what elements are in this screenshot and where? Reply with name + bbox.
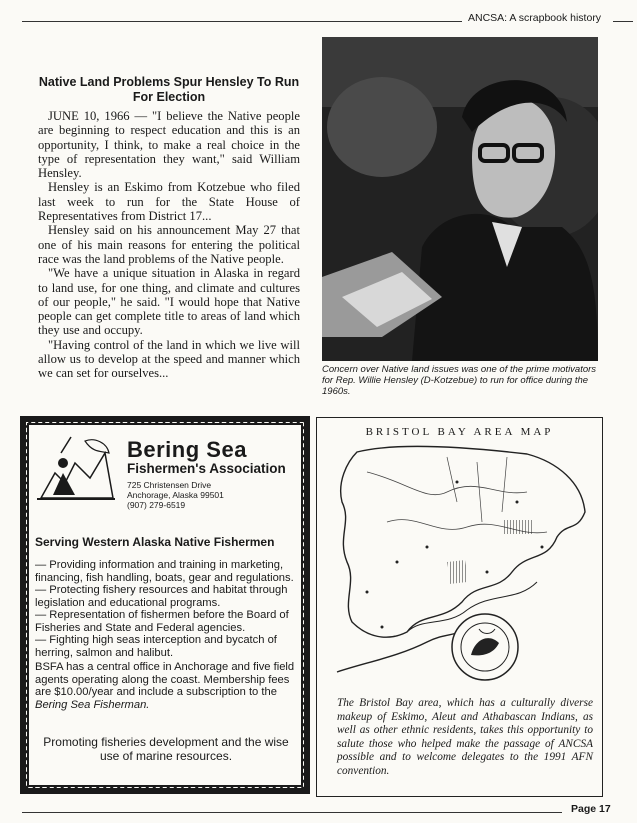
article-paragraph: "Having control of the land in which we live will allow us to develop at the speed and manner which we can set for ourselves... bbox=[38, 337, 300, 381]
hensley-photo bbox=[322, 37, 598, 361]
bristol-bay-map-illustration bbox=[327, 442, 592, 692]
footer-rule bbox=[22, 812, 562, 813]
ad-office-text: BSFA has a central office in Anchorage and five field agents operating along the coast. Membership fees are $10.00/year and include a subscription to the bbox=[35, 661, 295, 698]
map-title: BRISTOL BAY AREA MAP bbox=[365, 426, 554, 438]
article-paragraph: Hensley is an Eskimo from Kotzebue who filed last week to run for the State House of Representatives from District 17... bbox=[38, 180, 300, 224]
running-header: ANCSA: A scrapbook history bbox=[468, 12, 602, 24]
bristol-bay-map-box bbox=[316, 417, 603, 797]
ad-content bbox=[29, 425, 301, 785]
ad-address-line: 725 Christensen Drive bbox=[127, 480, 212, 490]
ad-address-line: Anchorage, Alaska 99501 bbox=[127, 490, 224, 500]
header-rule-right bbox=[613, 21, 633, 22]
article-paragraph: "We have a unique situation in Alaska in regard to land use, for one thing, and climate and cultures of our people," he said. "I would hope that Native people can get complete title to areas of land which they use and occupy. bbox=[38, 266, 300, 338]
ad-bullet: — Protecting fishery resources and habitat through legislation and educational programs. bbox=[35, 584, 288, 609]
article-headline: Native Land Problems Spur Hensley To Run For Election bbox=[38, 75, 300, 104]
ad-bullet: — Fighting high seas interception and bycatch of herring, salmon and halibut. bbox=[35, 634, 277, 659]
map-caption: The Bristol Bay area, which has a culturally diverse makeup of Eskimo, Aleut and Athabascan Indians, as well as other ethnic residents, takes this opportunity to salute those who helped make the passage of ANCSA possible and to welcome delegates to the 1991 AFN convention. bbox=[337, 697, 593, 777]
ad-office-paragraph bbox=[35, 661, 297, 711]
ad-bullet: — Providing information and training in marketing, financing, fish handling, boats, gear and regulations. bbox=[35, 559, 294, 584]
ad-serving-heading: Serving Western Alaska Native Fishermen bbox=[35, 535, 275, 549]
article-paragraph: Hensley said on his announcement May 27 that one of his main reasons for entering the political race was the land problems of the Native people. bbox=[38, 223, 300, 266]
ad-address bbox=[127, 480, 224, 510]
ad-org-subtitle: Fishermen's Association bbox=[127, 461, 286, 476]
ad-phone: (907) 279-6519 bbox=[127, 500, 186, 510]
ad-publication: Bering Sea Fisherman. bbox=[35, 698, 150, 711]
bsfa-advertisement bbox=[20, 416, 310, 794]
hensley-portrait bbox=[322, 37, 598, 361]
article-body bbox=[38, 109, 300, 381]
ad-body bbox=[35, 559, 297, 711]
header-rule-left bbox=[22, 21, 462, 22]
article-paragraph: JUNE 10, 1966 — "I believe the Native people are beginning to respect education and this is an opportunity, I think, to make a real choice in the type of representation they want," said William Hensley. bbox=[38, 109, 300, 181]
photo-caption: Concern over Native land issues was one of the prime motivators for Rep. Willie Hensley (D-Kotzebue) to run for office during the 1960s. bbox=[322, 364, 597, 397]
page-number: Page 17 bbox=[571, 803, 611, 815]
ad-promo: Promoting fisheries development and the wise use of marine resources. bbox=[43, 735, 289, 763]
ad-org-name: Bering Sea bbox=[127, 437, 247, 462]
fisherman-logo-icon bbox=[35, 433, 117, 503]
ad-bullet: — Representation of fishermen before the Board of Fisheries and State and Federal agencies. bbox=[35, 609, 289, 634]
